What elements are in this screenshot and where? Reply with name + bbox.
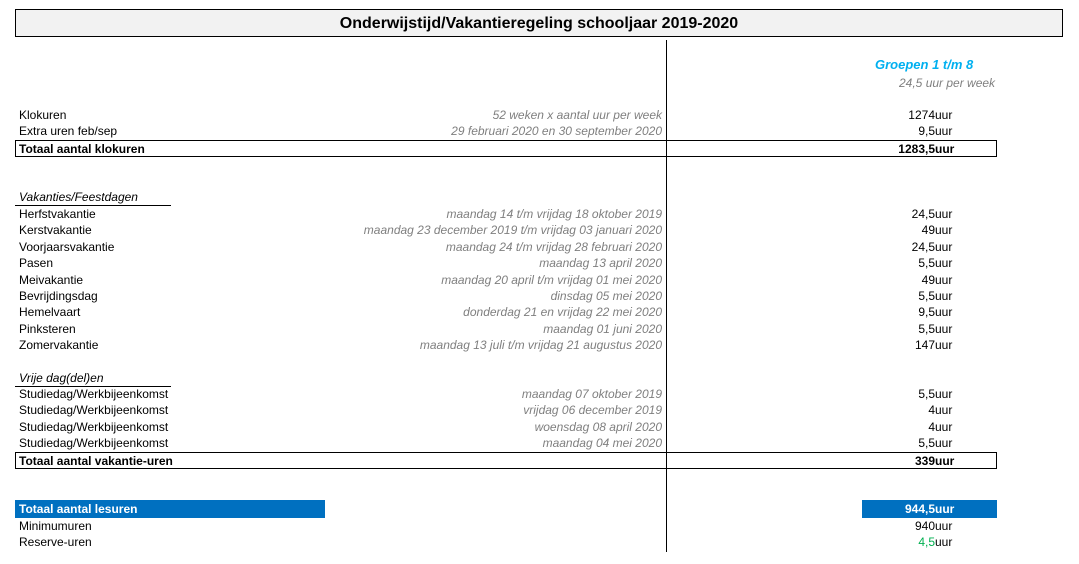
row-label: Studiedag/Werkbijeenkomst (19, 419, 169, 434)
row-description: vrijdag 06 december 2019 (523, 403, 662, 418)
reserve-value: 4,5 (918, 535, 935, 549)
reserve-label: Reserve-uren (19, 535, 92, 549)
row-value: 5,5 (918, 321, 935, 336)
row-description: maandag 13 april 2020 (539, 256, 662, 271)
total-vacation-value: 339 (914, 454, 935, 468)
row-description: maandag 01 juni 2020 (543, 321, 662, 336)
row-description: dinsdag 05 mei 2020 (550, 289, 662, 303)
row-label: Hemelvaart (19, 305, 81, 320)
row-unit: uur (935, 387, 953, 401)
minimum-value: 940 (914, 519, 935, 533)
row-label: Pinksteren (19, 321, 76, 336)
row-description: maandag 13 juli t/m vrijdag 21 augustus 2020 (419, 338, 662, 353)
row-label: Zomervakantie (19, 338, 99, 353)
row-description: woensdag 08 april 2020 (534, 419, 662, 434)
row-label: Studiedag/Werkbijeenkomst (19, 387, 169, 401)
row-unit: uur (935, 272, 953, 287)
row-value: 24,5 (911, 207, 935, 221)
row-unit: uur (935, 321, 953, 336)
row-description: maandag 20 april t/m vrijdag 01 mei 2020 (441, 272, 662, 287)
row-description: 29 februari 2020 en 30 september 2020 (451, 124, 662, 138)
row-label: Studiedag/Werkbijeenkomst (19, 436, 169, 451)
row-value: 49 (921, 223, 935, 238)
row-unit: uur (935, 256, 953, 271)
row-unit: uur (935, 436, 953, 451)
minimum-label: Minimumuren (19, 519, 92, 533)
row-value: 5,5 (918, 289, 935, 303)
row-unit: uur (935, 124, 953, 138)
row-description: maandag 07 oktober 2019 (521, 387, 662, 401)
row-unit: uur (935, 289, 953, 303)
row-value: 147 (914, 338, 935, 353)
column-divider (666, 40, 667, 552)
total-vacation-label: Totaal aantal vakantie-uren (19, 454, 173, 468)
row-label: Klokuren (19, 108, 67, 122)
row-value: 49 (921, 272, 935, 287)
lesuren-value: 944,5 (904, 502, 935, 516)
group-header: Groepen 1 t/m 8 (875, 57, 974, 72)
minimum-unit: uur (935, 519, 953, 533)
row-unit: uur (935, 223, 953, 238)
row-value: 4 (928, 403, 935, 418)
title-bar (15, 9, 1063, 37)
total-hours-value: 1283,5 (898, 142, 935, 156)
page-title: Onderwijstijd/Vakantieregeling schooljaar 2019-2020 (339, 15, 739, 32)
row-unit: uur (935, 108, 953, 122)
row-description: donderdag 21 en vrijdag 22 mei 2020 (463, 305, 662, 320)
row-unit: uur (935, 403, 953, 418)
row-value: 4 (928, 419, 935, 434)
row-unit: uur (935, 419, 953, 434)
row-description: maandag 24 t/m vrijdag 28 februari 2020 (445, 239, 662, 254)
total-hours-unit: uur (935, 142, 955, 156)
lesuren-label: Totaal aantal lesuren (19, 502, 138, 516)
row-value: 1274 (908, 108, 935, 122)
row-label: Bevrijdingsdag (19, 289, 98, 303)
row-label: Pasen (19, 256, 54, 271)
row-unit: uur (935, 207, 953, 221)
reserve-unit: uur (935, 535, 953, 549)
row-label: Extra uren feb/sep (19, 124, 118, 138)
row-description: maandag 14 t/m vrijdag 18 oktober 2019 (446, 207, 662, 221)
row-value: 24,5 (911, 239, 935, 254)
row-label: Meivakantie (19, 272, 84, 287)
lesuren-unit: uur (935, 502, 955, 516)
row-unit: uur (935, 338, 953, 353)
total-hours-label: Totaal aantal klokuren (19, 142, 145, 156)
row-value: 9,5 (918, 124, 935, 138)
row-label: Herfstvakantie (19, 207, 96, 221)
total-vacation-unit: uur (935, 454, 955, 468)
row-value: 5,5 (918, 436, 935, 451)
total-hours-box (15, 140, 997, 157)
row-unit: uur (935, 239, 953, 254)
row-label: Kerstvakantie (19, 223, 92, 238)
row-value: 9,5 (918, 305, 935, 320)
vacations-heading-underline (15, 205, 171, 206)
hours-per-week: 24,5 uur per week (899, 76, 996, 90)
free-days-heading: Vrije dag(del)en (19, 371, 104, 385)
row-unit: uur (935, 305, 953, 320)
vacations-heading: Vakanties/Feestdagen (19, 190, 138, 204)
row-value: 5,5 (918, 256, 935, 271)
row-description: maandag 04 mei 2020 (542, 436, 662, 451)
row-description: 52 weken x aantal uur per week (492, 108, 662, 122)
row-description: maandag 23 december 2019 t/m vrijdag 03 januari 2020 (363, 223, 662, 238)
row-label: Voorjaarsvakantie (19, 239, 115, 254)
row-value: 5,5 (918, 387, 935, 401)
row-label: Studiedag/Werkbijeenkomst (19, 403, 169, 418)
